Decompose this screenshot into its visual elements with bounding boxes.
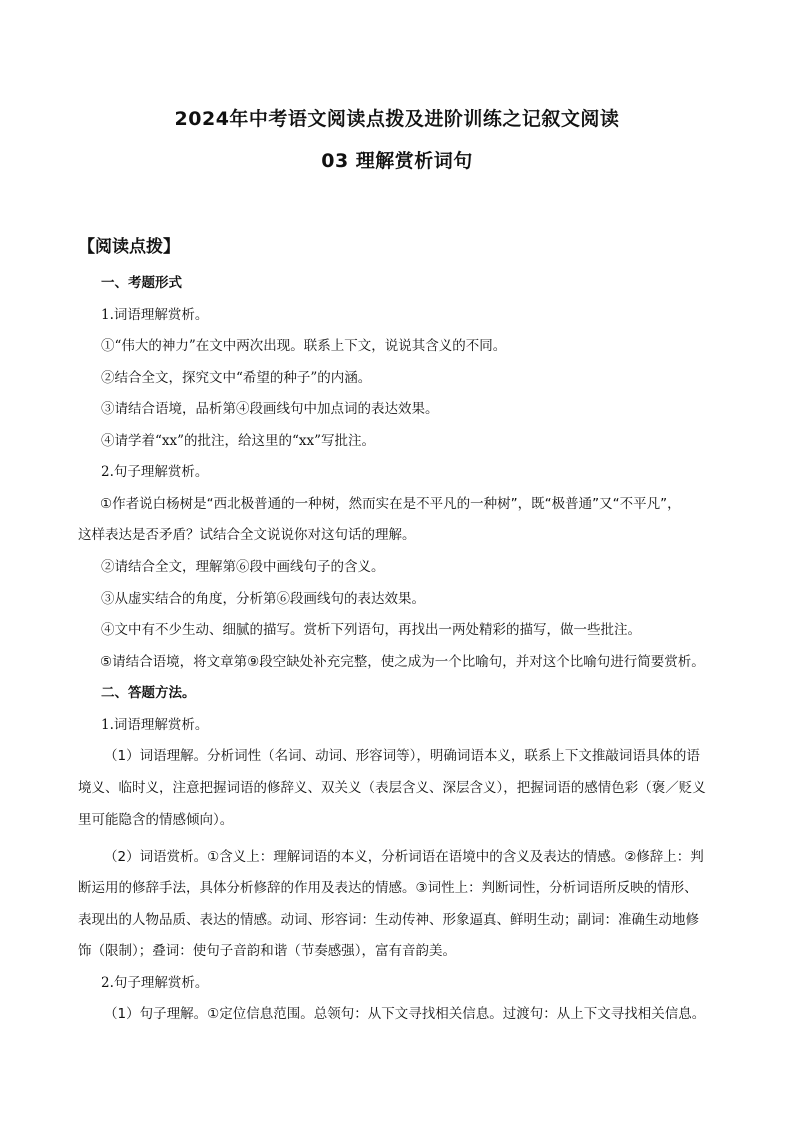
paragraph-line: （1）句子理解。①定位信息范围。总领句：从下文寻找相关信息。过渡句：从上下文寻找相关信息。 [104, 1006, 706, 1022]
list-item-continuation: 这样表达是否矛盾？试结合全文说说你对这句话的理解。 [78, 527, 416, 543]
paragraph-line: （1）词语理解。分析词性（名词、动词、形容词等），明确词语本义，联系上下文推敲词语具体的语 [104, 748, 700, 764]
paragraph-line: 里可能隐含的情感倾向）。 [78, 812, 234, 828]
heading-exam-forms: 一、考题形式 [101, 275, 182, 291]
paragraph-line: 境义、临时义，注意把握词语的修辞义、双关义（表层含义、深层含义），把握词语的感情色彩（褒／贬义 [78, 780, 706, 796]
heading-answer-methods: 二、答题方法。 [101, 685, 196, 701]
subheading-word-analysis: 1.词语理解赏析。 [101, 717, 209, 733]
list-item: ②结合全文，探究文中“希望的种子”的内涵。 [101, 370, 372, 386]
document-title: 2024年中考语文阅读点拨及进阶训练之记叙文阅读 [174, 108, 620, 130]
list-item: ②请结合全文，理解第⑥段中画线句子的含义。 [101, 559, 385, 575]
document-subtitle: 03 理解赏析词句 [321, 150, 473, 172]
list-item: ⑤请结合语境，将文章第⑨段空缺处补充完整，使之成为一个比喻句，并对这个比喻句进行简要赏析。 [100, 654, 705, 670]
paragraph-line: 断运用的修辞手法，具体分析修辞的作用及表达的情感。③词性上：判断词性，分析词语所反映的情形、 [78, 880, 698, 896]
subheading-sentence-analysis: 2.句子理解赏析。 [101, 464, 209, 480]
list-item: ④文中有不少生动、细腻的描写。赏析下列语句，再找出一两处精彩的描写，做一些批注。 [101, 622, 641, 638]
paragraph-line: 饰（限制）；叠词：使句子音韵和谐（节奏感强），富有音韵美。 [78, 943, 456, 959]
list-item: ①作者说白杨树是“西北极普通的一种树，然而实在是不平凡的一种树”，既“极普通”又“不平凡”， [100, 496, 681, 512]
paragraph-line: （2）词语赏析。①含义上：理解词语的本义，分析词语在语境中的含义及表达的情感。②修辞上：判 [104, 849, 704, 865]
section-heading: 【阅读点拨】 [78, 237, 180, 257]
list-item: ①“伟大的神力”在文中两次出现。联系上下文，说说其含义的不同。 [101, 338, 507, 354]
subheading-sentence-analysis: 2.句子理解赏析。 [101, 975, 209, 991]
list-item: ④请学着“xx”的批注，给这里的“xx”写批注。 [101, 433, 376, 449]
subheading-word-analysis: 1.词语理解赏析。 [101, 307, 209, 323]
list-item: ③请结合语境，品析第④段画线句中加点词的表达效果。 [101, 401, 439, 417]
paragraph-line: 表现出的人物品质、表达的情感。动词、形容词：生动传神、形象逼真、鲜明生动；副词：准确生动地修 [78, 912, 699, 928]
list-item: ③从虚实结合的角度，分析第⑥段画线句的表达效果。 [101, 591, 425, 607]
